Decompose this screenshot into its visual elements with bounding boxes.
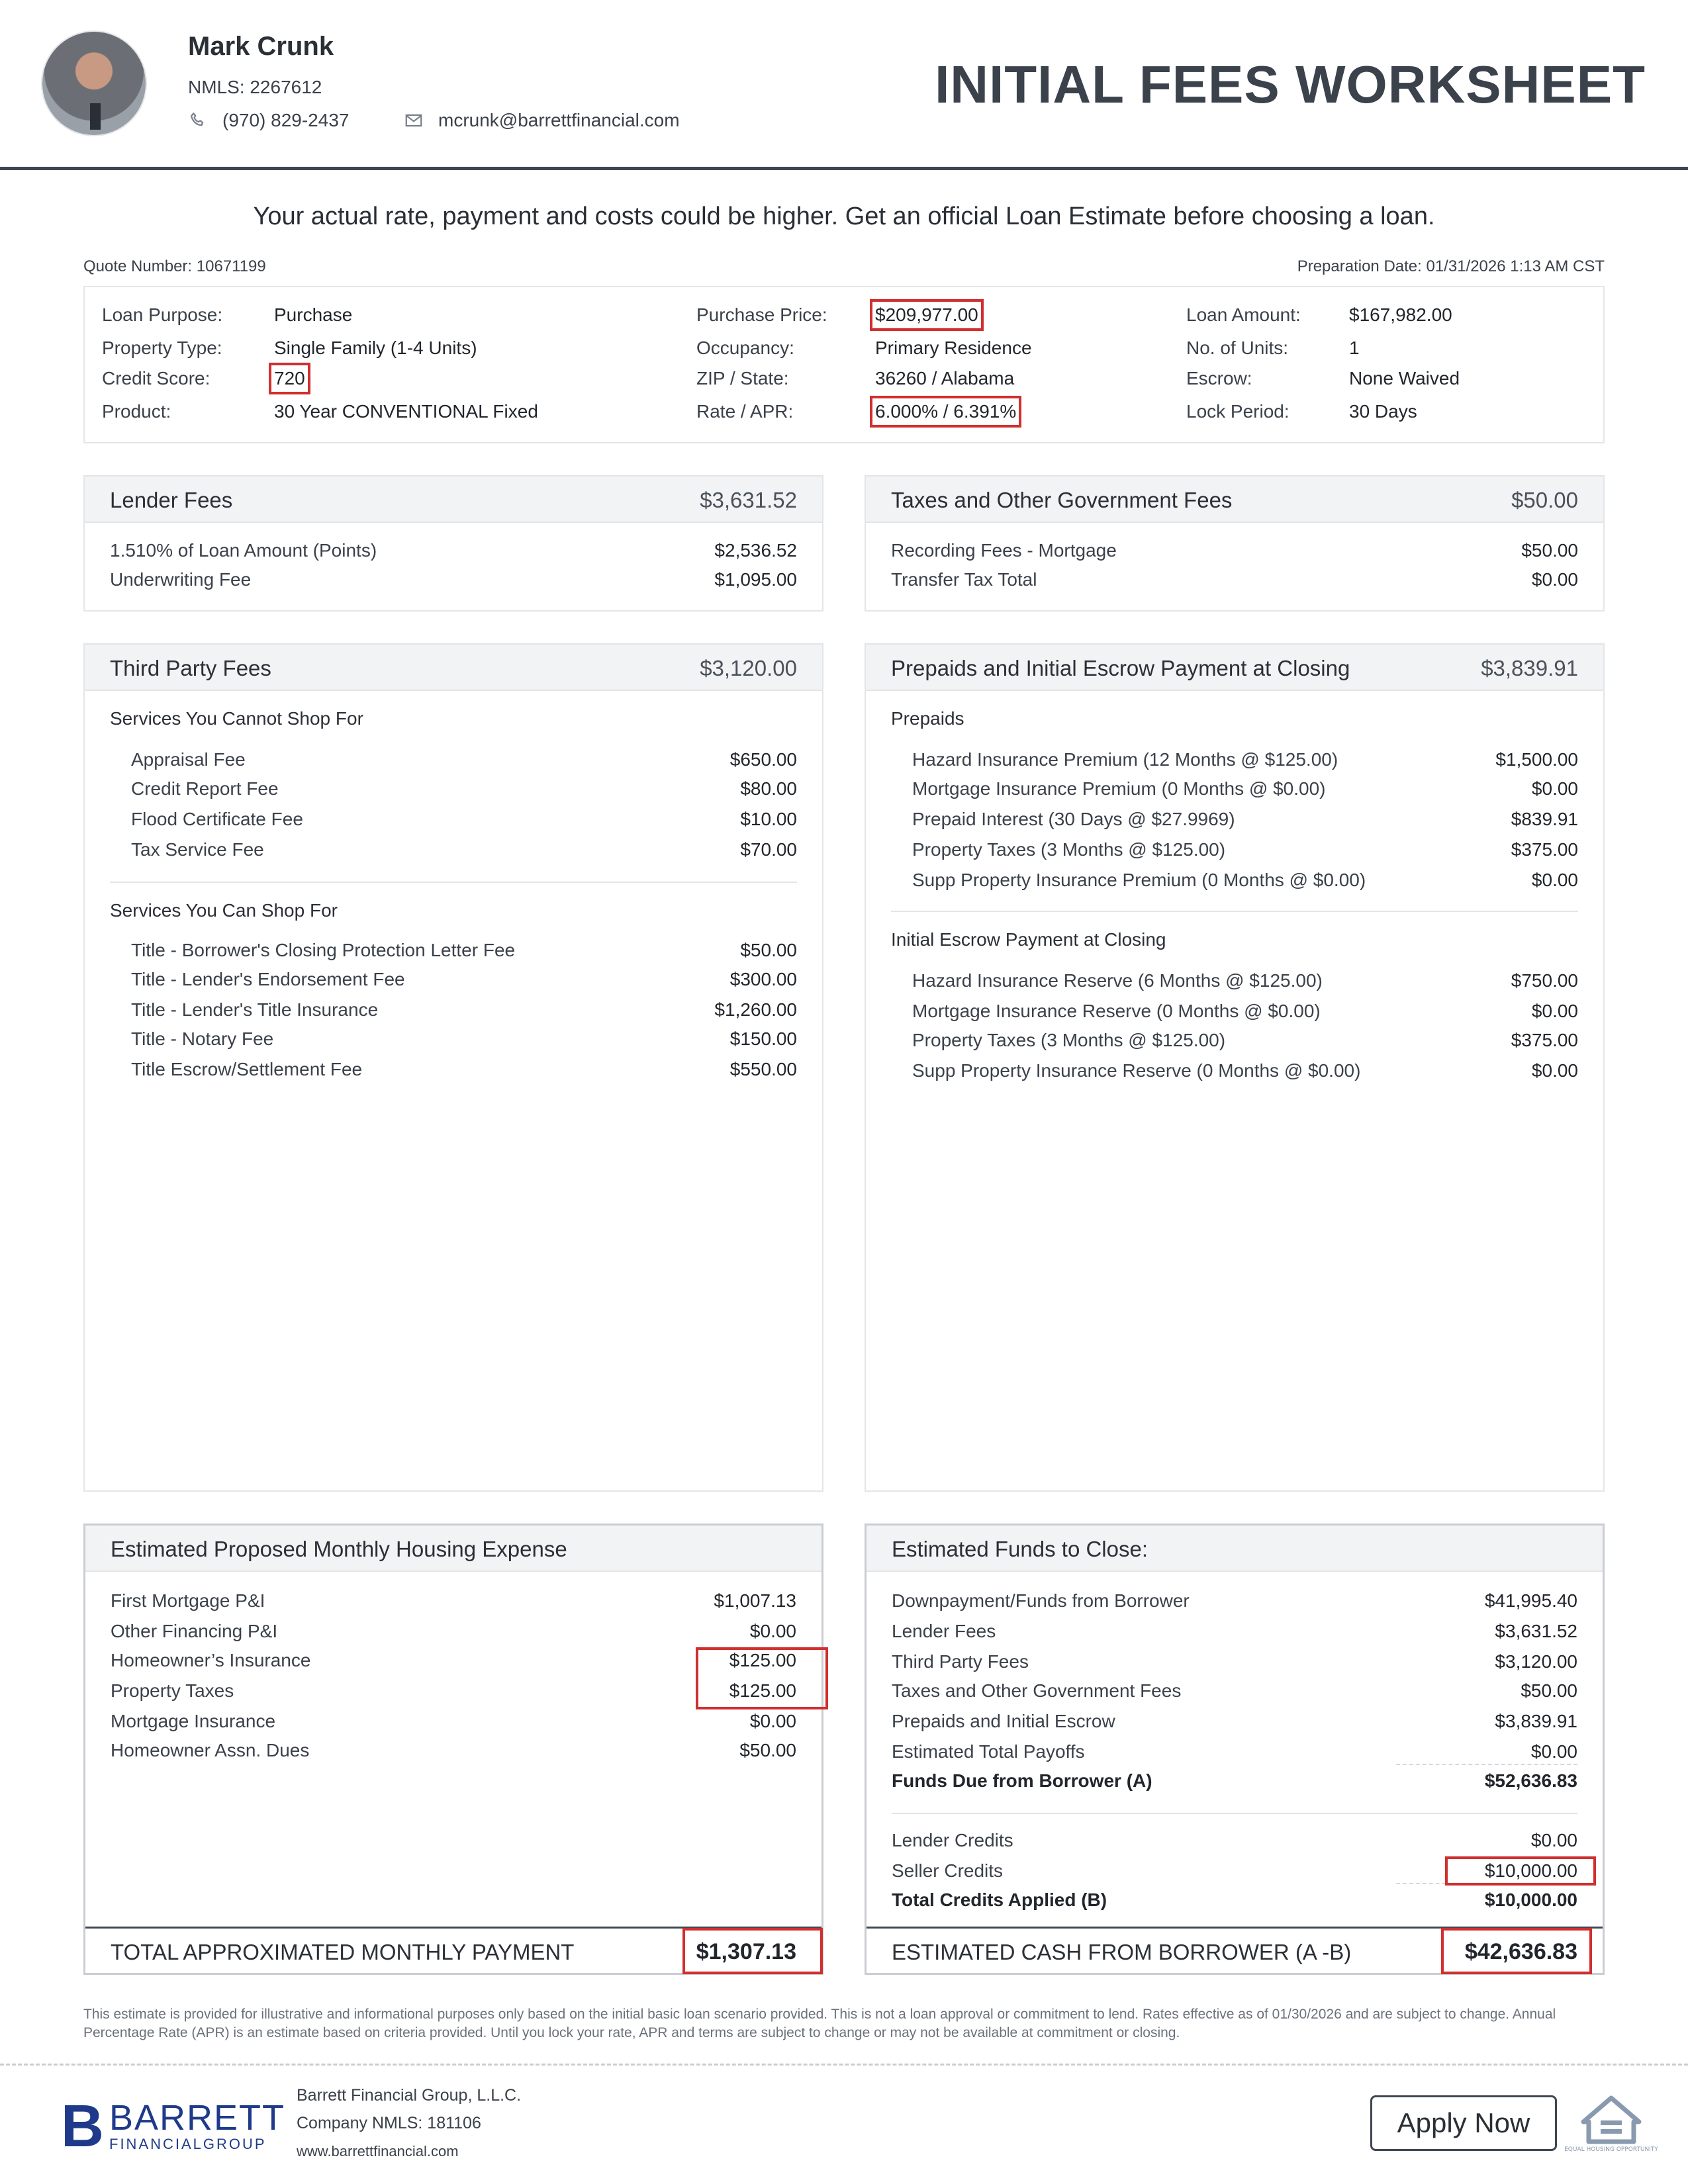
summary-label: Product: <box>102 401 171 422</box>
summary-label: Property Type: <box>102 338 222 358</box>
section-subheading: Initial Escrow Payment at Closing <box>891 929 1166 950</box>
fee-value: $375.00 <box>1511 1030 1578 1050</box>
panel-total: $50.00 <box>1511 488 1578 512</box>
quote-number: Quote Number: 10671199 <box>83 257 266 275</box>
funds-label: Lender Fees <box>892 1621 996 1641</box>
summary-value: None Waived <box>1349 368 1460 388</box>
panel-title: Estimated Funds to Close: <box>892 1537 1149 1561</box>
fee-value: $2,536.52 <box>714 540 797 561</box>
section-subheading: Prepaids <box>891 708 964 729</box>
summary-label: Escrow: <box>1186 368 1252 388</box>
funds-label: Third Party Fees <box>892 1651 1029 1672</box>
fee-label: Mortgage Insurance Reserve (0 Months @ $0.00) <box>912 1001 1321 1021</box>
fee-row <box>110 809 797 835</box>
fee-label: Appraisal Fee <box>131 749 246 770</box>
funds-label: Prepaids and Initial Escrow <box>892 1711 1115 1731</box>
expense-value: $0.00 <box>749 1711 796 1731</box>
fee-value: $1,500.00 <box>1495 749 1578 770</box>
fee-row <box>891 1030 1578 1056</box>
fee-row <box>891 1060 1578 1087</box>
section-divider <box>110 882 797 883</box>
fee-value: $50.00 <box>1521 540 1578 561</box>
logo-subtitle: FINANCIALGROUP <box>109 2136 267 2152</box>
fee-label: Hazard Insurance Reserve (6 Months @ $125.00) <box>912 970 1323 991</box>
funds-value: $3,839.91 <box>1495 1711 1577 1731</box>
taxes-fees-panel <box>865 475 1605 612</box>
fee-label: Title - Notary Fee <box>131 1028 274 1049</box>
panel-title: Third Party Fees <box>110 656 271 680</box>
summary-label: ZIP / State: <box>696 368 789 388</box>
expense-label: Property Taxes <box>111 1680 234 1701</box>
funds-row <box>892 1680 1577 1707</box>
fee-row <box>110 1059 797 1085</box>
summary-value: 36260 / Alabama <box>875 368 1015 388</box>
panel-total: $3,120.00 <box>700 656 797 680</box>
summary-label: Purchase Price: <box>696 304 827 325</box>
expense-row <box>111 1740 796 1766</box>
monthly-total-value: $1,307.13 <box>696 1939 796 1964</box>
fee-label: Title - Lender's Title Insurance <box>131 999 379 1020</box>
agent-phone-text: (970) 829-2437 <box>222 110 350 130</box>
fee-row <box>891 540 1578 567</box>
fee-row <box>110 749 797 776</box>
fee-value: $0.00 <box>1531 1001 1578 1021</box>
fee-row <box>110 999 797 1026</box>
cash-total-value: $42,636.83 <box>1464 1939 1577 1964</box>
preparation-date: Preparation Date: 01/31/2026 1:13 AM CST <box>1297 257 1605 275</box>
summary-value: 30 Days <box>1349 401 1417 422</box>
credits-total-value: $10,000.00 <box>1484 1889 1577 1910</box>
credits-total-row <box>892 1889 1577 1916</box>
fee-value: $1,260.00 <box>714 999 797 1020</box>
panel-title: Prepaids and Initial Escrow Payment at Closing <box>891 656 1350 680</box>
summary-value: $167,982.00 <box>1349 304 1452 325</box>
summary-value: Purchase <box>274 304 353 325</box>
summary-label: Occupancy: <box>696 338 794 358</box>
panel-title: Estimated Proposed Monthly Housing Expense <box>111 1537 567 1561</box>
fee-label: Hazard Insurance Premium (12 Months @ $125.00) <box>912 749 1338 770</box>
panel-total: $3,839.91 <box>1481 656 1578 680</box>
fee-label: Recording Fees - Mortgage <box>891 540 1117 561</box>
fee-value: $70.00 <box>740 839 797 860</box>
expense-label: Homeowner Assn. Dues <box>111 1740 310 1760</box>
fee-value: $0.00 <box>1531 778 1578 799</box>
agent-phone[interactable] <box>188 110 349 131</box>
credit-value: $0.00 <box>1530 1830 1577 1850</box>
fee-value: $550.00 <box>729 1059 797 1079</box>
monthly-housing-panel <box>83 1524 823 1975</box>
company-name: Barrett Financial Group, L.L.C. <box>297 2086 522 2105</box>
summary-label: Loan Purpose: <box>102 304 223 325</box>
expense-value: $0.00 <box>749 1621 796 1641</box>
footer-divider <box>0 2064 1688 2066</box>
sum-line <box>1396 1764 1577 1765</box>
company-nmls: Company NMLS: 181106 <box>297 2114 481 2132</box>
expense-row <box>111 1650 796 1676</box>
fee-label: Title Escrow/Settlement Fee <box>131 1059 363 1079</box>
summary-value: Primary Residence <box>875 338 1032 358</box>
fee-label: Tax Service Fee <box>131 839 264 860</box>
fee-row <box>891 970 1578 997</box>
fee-value: $839.91 <box>1511 809 1578 829</box>
fee-value: $150.00 <box>729 1028 797 1049</box>
funds-value: $50.00 <box>1521 1680 1577 1701</box>
fee-label: Title - Lender's Endorsement Fee <box>131 969 405 989</box>
fee-value: $10.00 <box>740 809 797 829</box>
fee-label: 1.510% of Loan Amount (Points) <box>110 540 377 561</box>
fee-row <box>110 540 797 567</box>
funds-row <box>892 1651 1577 1678</box>
logo-mark: B <box>61 2093 104 2160</box>
credit-value: $10,000.00 <box>1484 1860 1577 1881</box>
agent-email-text: mcrunk@barrettfinancial.com <box>438 110 680 130</box>
fee-row <box>110 1028 797 1055</box>
funds-row <box>892 1621 1577 1647</box>
estimate-disclaimer: Your actual rate, payment and costs could be higher. Get an official Loan Estimate before choosing a loan. <box>253 203 1435 230</box>
fee-row <box>891 749 1578 776</box>
fee-row <box>110 940 797 966</box>
fee-row <box>110 839 797 866</box>
fee-value: $80.00 <box>740 778 797 799</box>
agent-name: Mark Crunk <box>188 32 334 61</box>
funds-to-close-panel <box>865 1524 1605 1975</box>
fee-value: $0.00 <box>1531 569 1578 590</box>
summary-label: No. of Units: <box>1186 338 1289 358</box>
fee-value: $0.00 <box>1531 870 1578 890</box>
summary-value: Single Family (1-4 Units) <box>274 338 477 358</box>
fee-row <box>891 569 1578 596</box>
fee-row <box>891 839 1578 866</box>
panel-header <box>85 1525 821 1572</box>
fee-row <box>891 1001 1578 1027</box>
expense-label: Homeowner’s Insurance <box>111 1650 311 1670</box>
section-subheading: Services You Can Shop For <box>110 900 338 921</box>
equal-housing-icon <box>1564 2091 1658 2158</box>
summary-label: Loan Amount: <box>1186 304 1301 325</box>
fee-label: Supp Property Insurance Premium (0 Months @ $0.00) <box>912 870 1366 890</box>
cash-total-label: ESTIMATED CASH FROM BORROWER (A -B) <box>892 1940 1352 1964</box>
funds-value: $3,120.00 <box>1495 1651 1577 1672</box>
funds-due-value: $52,636.83 <box>1484 1770 1577 1791</box>
panel-header <box>85 477 822 523</box>
funds-value: $41,995.40 <box>1484 1590 1577 1611</box>
panel-title: Lender Fees <box>110 488 233 512</box>
loan-summary <box>83 286 1605 443</box>
agent-nmls: NMLS: 2267612 <box>188 77 322 97</box>
fee-label: Supp Property Insurance Reserve (0 Months @ $0.00) <box>912 1060 1361 1081</box>
prepaids-escrow-panel <box>865 643 1605 1492</box>
apply-now-button[interactable]: Apply Now <box>1370 2095 1557 2151</box>
expense-label: Other Financing P&I <box>111 1621 278 1641</box>
phone-icon <box>188 111 208 130</box>
fee-label: Property Taxes (3 Months @ $125.00) <box>912 839 1226 860</box>
fee-row <box>110 569 797 596</box>
expense-value: $125.00 <box>729 1650 796 1670</box>
funds-row <box>892 1590 1577 1617</box>
fee-value: $650.00 <box>729 749 797 770</box>
summary-value: 30 Year CONVENTIONAL Fixed <box>274 401 538 422</box>
fee-label: Title - Borrower's Closing Protection Letter Fee <box>131 940 516 960</box>
summary-label: Rate / APR: <box>696 401 794 422</box>
funds-label: Estimated Total Payoffs <box>892 1741 1085 1762</box>
expense-row <box>111 1711 796 1737</box>
fee-row <box>110 969 797 995</box>
expense-label: First Mortgage P&I <box>111 1590 265 1611</box>
summary-value: $209,977.00 <box>875 304 978 325</box>
mail-icon <box>404 111 424 130</box>
section-divider <box>892 1813 1577 1814</box>
page-title: INITIAL FEES WORKSHEET <box>935 55 1646 114</box>
expense-value: $1,007.13 <box>714 1590 796 1611</box>
panel-header <box>866 477 1603 523</box>
agent-photo <box>41 30 147 136</box>
highlight-box <box>1441 1928 1592 1974</box>
header-divider <box>0 167 1688 170</box>
summary-value: 6.000% / 6.391% <box>875 401 1017 422</box>
fee-row <box>891 870 1578 896</box>
expense-row <box>111 1621 796 1647</box>
company-logo <box>61 2093 286 2160</box>
lender-fees-panel <box>83 475 823 612</box>
funds-due-row <box>892 1770 1577 1797</box>
summary-label: Lock Period: <box>1186 401 1289 422</box>
panel-header <box>867 1525 1603 1572</box>
section-subheading: Services You Cannot Shop For <box>110 708 363 729</box>
fee-value: $50.00 <box>740 940 797 960</box>
highlight-box <box>696 1647 828 1709</box>
logo-wordmark: BARRETT <box>109 2098 286 2138</box>
company-website[interactable]: www.barrettfinancial.com <box>297 2143 459 2160</box>
fee-label: Transfer Tax Total <box>891 569 1037 590</box>
fee-label: Flood Certificate Fee <box>131 809 303 829</box>
expense-row <box>111 1590 796 1617</box>
expense-value: $50.00 <box>739 1740 796 1760</box>
fee-value: $0.00 <box>1531 1060 1578 1081</box>
legal-disclaimer: This estimate is provided for illustrative and informational purposes only based on the initial basic loan scenario provided. This is not a loan approval or commitment to lend. Rates effective as of 01/30/2026 and are subject to change. Annual Percentage Rate (APR) is an estimate based on criteria provided. Until you lock your rate, APR and terms are subject to change or may not be available at commitment or closing. <box>83 2007 1556 2040</box>
expense-label: Mortgage Insurance <box>111 1711 276 1731</box>
panel-title: Taxes and Other Government Fees <box>891 488 1233 512</box>
funds-row <box>892 1711 1577 1737</box>
fee-value: $1,095.00 <box>714 569 797 590</box>
credit-label: Lender Credits <box>892 1830 1013 1850</box>
credits-total-label: Total Credits Applied (B) <box>892 1889 1107 1910</box>
eho-label: EQUAL HOUSING OPPORTUNITY <box>1564 2146 1658 2153</box>
agent-email[interactable] <box>404 110 680 131</box>
fee-label: Underwriting Fee <box>110 569 252 590</box>
fee-value: $300.00 <box>729 969 797 989</box>
fee-label: Prepaid Interest (30 Days @ $27.9969) <box>912 809 1235 829</box>
fee-row <box>891 809 1578 835</box>
funds-label: Taxes and Other Government Fees <box>892 1680 1182 1701</box>
panel-header <box>866 645 1603 691</box>
fee-value: $750.00 <box>1511 970 1578 991</box>
panel-header <box>85 645 822 691</box>
summary-value: 1 <box>1349 338 1360 358</box>
funds-value: $3,631.52 <box>1495 1621 1577 1641</box>
third-party-fees-panel <box>83 643 823 1492</box>
monthly-total-label: TOTAL APPROXIMATED MONTHLY PAYMENT <box>111 1940 575 1964</box>
summary-label: Credit Score: <box>102 368 211 388</box>
fee-row <box>891 778 1578 805</box>
funds-value: $0.00 <box>1530 1741 1577 1762</box>
fee-value: $375.00 <box>1511 839 1578 860</box>
fee-label: Credit Report Fee <box>131 778 279 799</box>
highlight-box <box>1445 1856 1596 1886</box>
expense-value: $125.00 <box>729 1680 796 1701</box>
funds-label: Downpayment/Funds from Borrower <box>892 1590 1190 1611</box>
panel-total: $3,631.52 <box>700 488 797 512</box>
credit-row <box>892 1830 1577 1856</box>
credit-label: Seller Credits <box>892 1860 1004 1881</box>
highlight-box <box>682 1928 823 1974</box>
fee-row <box>110 778 797 805</box>
fee-label: Mortgage Insurance Premium (0 Months @ $0.00) <box>912 778 1326 799</box>
summary-value: 720 <box>274 368 305 388</box>
expense-row <box>111 1680 796 1707</box>
section-divider <box>891 911 1578 912</box>
fee-label: Property Taxes (3 Months @ $125.00) <box>912 1030 1226 1050</box>
funds-due-label: Funds Due from Borrower (A) <box>892 1770 1152 1791</box>
